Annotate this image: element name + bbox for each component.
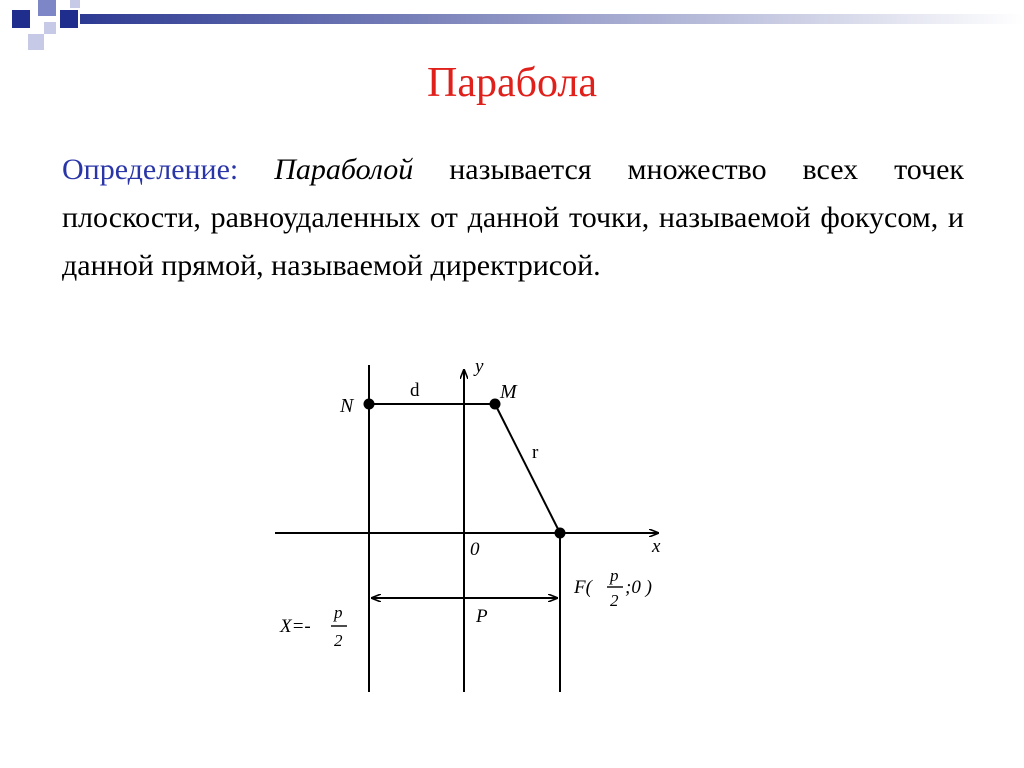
label-m: M [500,381,517,403]
label-x: x [652,536,661,557]
focus-label [573,566,652,610]
focus-label-suffix: ;0 ) [625,577,652,598]
decor-square [28,34,44,50]
decorative-header [0,0,1024,60]
focus-label-prefix: F( [574,577,592,598]
label-origin: 0 [470,539,480,560]
segment-r [495,404,560,533]
directrix-label-numerator: p [334,603,343,622]
focus-label-denominator: 2 [610,591,619,610]
definition-label: Определение: [62,153,239,186]
decor-square [44,22,56,34]
decor-square [60,10,78,28]
definition-paragraph [62,146,964,290]
directrix-label [279,603,347,650]
label-p: P [476,606,488,627]
label-n: N [340,395,354,417]
decor-square [70,0,80,8]
decor-square [38,0,56,16]
focus-marker [555,528,566,539]
decor-gradient-bar [80,14,1024,24]
point-m-marker [490,399,501,410]
focus-label-numerator: p [610,566,619,585]
label-d: d [410,380,420,401]
directrix-label-denominator: 2 [334,631,343,650]
label-y: y [475,356,484,377]
directrix-label-prefix: X=- [280,616,311,637]
slide-title: Парабола [426,60,598,106]
decor-square [12,10,30,28]
parabola-diagram [260,350,700,700]
definition-text: называется множество всех точек плоскости, равноудаленных от данной точки, называемой фокусом, и данной прямой, называемой директрисой. [62,153,965,282]
definition-term: Параболой [274,153,414,186]
point-n-marker [364,399,375,410]
label-r: r [532,442,539,463]
